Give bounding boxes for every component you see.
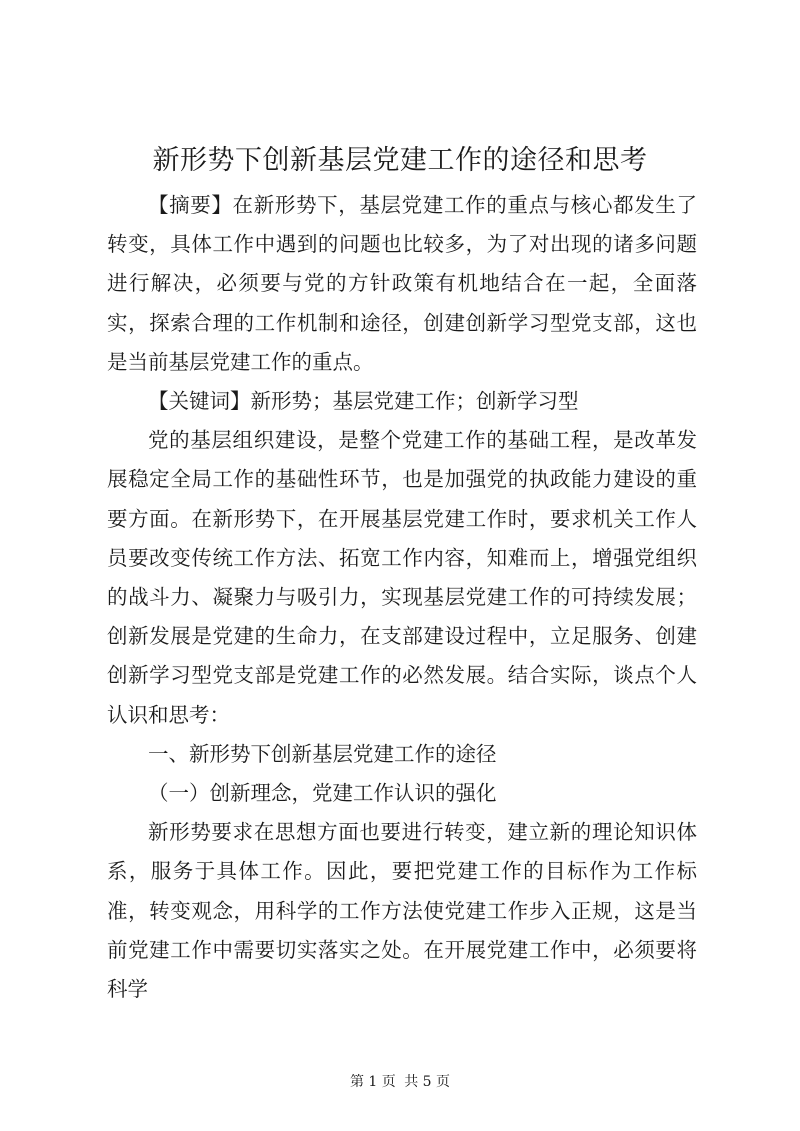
section-heading: 一、新形势下创新基层党建工作的途径 bbox=[148, 741, 497, 766]
keywords-paragraph: 【关键词】新形势；基层党建工作；创新学习型 bbox=[148, 389, 579, 414]
document-title: 新形势下创新基层党建工作的途径和思考 bbox=[152, 145, 648, 176]
abstract-paragraph: 【摘要】在新形势下，基层党建工作的重点与核心都发生了转变，具体工作中遇到的问题也比较多，为了对出现的诸多问题进行解决，必须要与党的方针政策有机地结合在一起，全面落实，探索合理的工作机制和途径，创建创新学习型党支部，这也是当前基层党建工作的重点。 bbox=[107, 193, 697, 374]
subsection-heading: （一）创新理念，党建工作认识的强化 bbox=[148, 781, 497, 806]
document-body bbox=[107, 186, 697, 1009]
page-number: 第 1 页 bbox=[349, 1074, 396, 1090]
page-total: 共 5 页 bbox=[404, 1074, 451, 1090]
page-footer bbox=[0, 1072, 800, 1092]
body-paragraph: 新形势要求在思想方面也要进行转变，建立新的理论知识体系，服务于具体工作。因此，要把党建工作的目标作为工作标准，转变观念，用科学的工作方法使党建工作步入正规，这是当前党建工作中需要切实落实之处。在开展党建工作中，必须要将科学 bbox=[107, 820, 697, 1002]
intro-paragraph: 党的基层组织建设，是整个党建工作的基础工程，是改革发展稳定全局工作的基础性环节，也是加强党的执政能力建设的重要方面。在新形势下，在开展基层党建工作时，要求机关工作人员要改变传统工作方法、拓宽工作内容，知难而上，增强党组织的战斗力、凝聚力与吸引力，实现基层党建工作的可持续发展；创新发展是党建的生命力，在支部建设过程中，立足服务、创建创新学习型党支部是党建工作的必然发展。结合实际，谈点个人认识和思考： bbox=[107, 428, 697, 727]
